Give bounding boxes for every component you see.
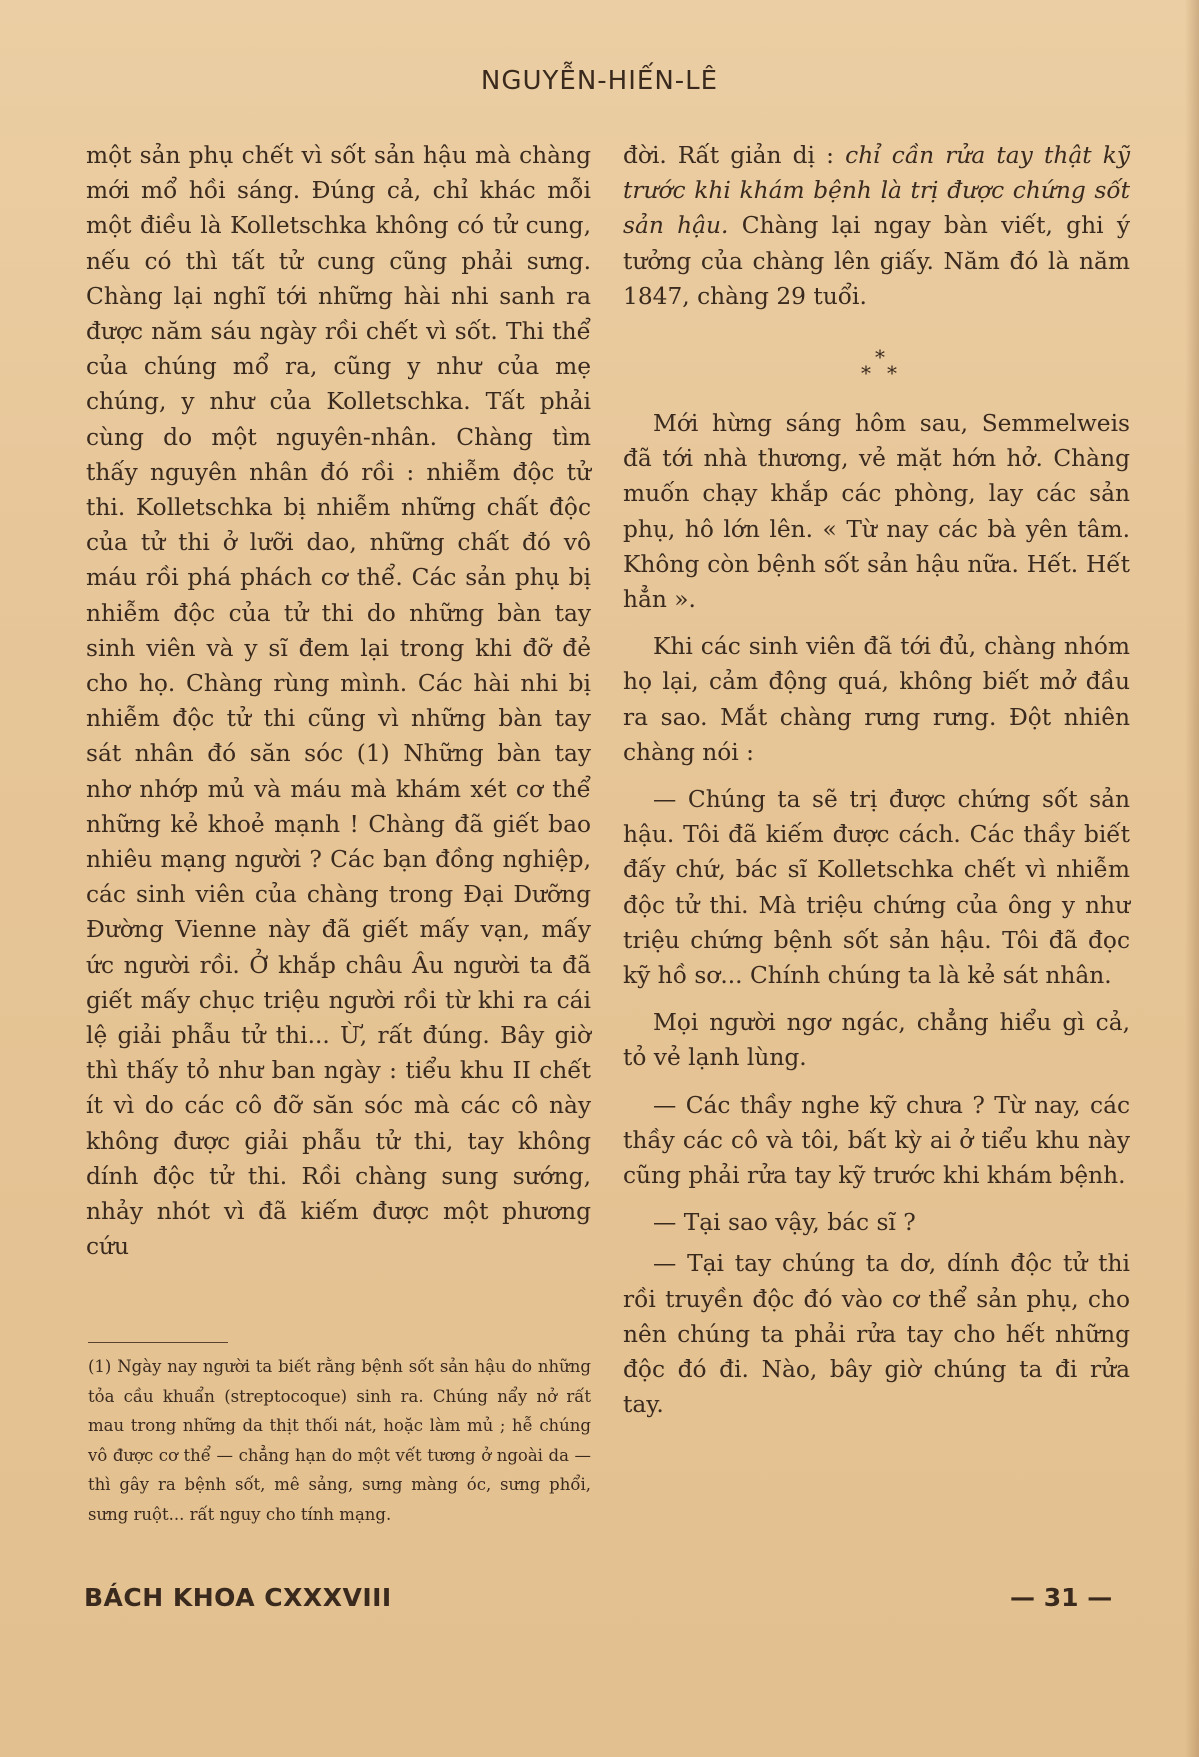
page-number: — 31 — [1010, 1583, 1113, 1612]
footnote-divider [88, 1342, 228, 1343]
left-column-text: một sản phụ chết vì sốt sản hậu mà chàng mới mổ hồi sáng. Đúng cả, chỉ khác mỗi một điều là Kolletschka không có tử cung, nếu có thì tất tử cung cũng phải sưng. Chàng lại nghĩ tới những hài nhi sanh ra được năm sáu ngày rồi chết vì sốt. Thi thể của chúng mổ ra, cũng y như của mẹ chúng, y như của Kolletschka. Tất phải cùng do một nguyên-nhân. Chàng tìm thấy nguyên nhân đó rồi : nhiễm độc tử thi. Kolletschka bị nhiễm những chất độc của tử thi ở lưỡi dao, những chất đó vô máu rồi phá phách cơ thể. Các sản phụ bị nhiễm độc của tử thi do những bàn tay sinh viên và y sĩ đem lại trong khi đỡ đẻ cho họ. Chàng rùng mình. Các hài nhi bị nhiễm độc tử thi cũng vì những bàn tay sát nhân đó săn sóc (1) Những bàn tay nhơ nhớp mủ và máu mà khám xét cơ thể những kẻ khoẻ mạnh ! Chàng đã giết bao nhiêu mạng người ? Các bạn đồng nghiệp, các sinh viên của chàng trong Đại Dưỡng Đường Vienne này đã giết mấy vạn, mấy ức người rồi. Ở khắp châu Âu người ta đã giết mấy chục triệu người rồi từ khi ra cái lệ giải phẫu tử thi... Ừ, rất đúng. Bây giờ thì thấy tỏ như ban ngày : tiểu khu II chết ít vì do các cô đỡ săn sóc mà các cô này không được giải phẫu tử thi, tay không dính độc tử thi. Rồi chàng sung sướng, nhảy nhót vì đã kiếm được một phương cứu [86, 142, 591, 1261]
right-paragraph-1 [623, 138, 1130, 314]
section-separator-asterisks [623, 326, 1130, 406]
asterisk-top: * [875, 345, 885, 370]
paragraph-1-italic: chỉ cần rửa tay thật kỹ trước khi khám bệnh là trị được chứng sốt sản hậu. [623, 142, 1130, 240]
right-paragraph-6: — Các thầy nghe kỹ chưa ? Từ nay, các thầy các cô và tôi, bất kỳ ai ở tiểu khu này cũng phải rửa tay kỹ trước khi khám bệnh. [623, 1091, 1130, 1190]
left-column [86, 138, 591, 1265]
right-paragraph-4: — Chúng ta sẽ trị được chứng sốt sản hậu. Tôi đã kiếm được cách. Các thầy biết đấy chứ, bác sĩ Kolletschka chết vì nhiễm độc tử thi. Mà triệu chứng của ông y như triệu chứng bệnh sốt sản hậu. Tôi đã đọc kỹ hồ sơ... Chính chúng ta là kẻ sát nhân. [623, 786, 1130, 990]
right-column [623, 138, 1130, 1435]
right-paragraph-2: Mới hừng sáng hôm sau, Semmelweis đã tới nhà thương, vẻ mặt hớn hở. Chàng muốn chạy khắp các phòng, lay các sản phụ, hô lớn lên. « Từ nay các bà yên tâm. Không còn bệnh sốt sản hậu nữa. Hết. Hết hẳn ». [623, 410, 1130, 614]
right-paragraph-5: Mọi người ngơ ngác, chẳng hiểu gì cả, tỏ vẻ lạnh lùng. [623, 1009, 1130, 1072]
paragraph-1-end: Chàng lại ngay bàn viết, ghi ý tưởng của chàng lên giấy. Năm đó là năm 1847, chàng 29 tuổi. [623, 212, 1130, 310]
footnote: (1) Ngày nay người ta biết rằng bệnh sốt sản hậu do những tỏa cầu khuẩn (streptocoque) sinh ra. Chúng nẩy nở rất mau trong những da thịt thối nát, hoặc làm mủ ; hễ chúng vô được cơ thể — chẳng hạn do một vết tương ở ngoài da — thì gây ra bệnh sốt, mê sảng, sưng màng óc, sưng phổi, sưng ruột... rất nguy cho tính mạng. [88, 1357, 591, 1524]
publication-title: BÁCH KHOA CXXXVIII [84, 1583, 392, 1612]
paragraph-1-start: đời. Rất giản dị : [623, 142, 846, 169]
right-paragraph-8: — Tại tay chúng ta dơ, dính độc tử thi rồi truyền độc đó vào cơ thể sản phụ, cho nên chúng ta phải rửa tay cho hết những độc đó đi. Nào, bây giờ chúng ta đi rửa tay. [623, 1250, 1130, 1419]
running-header-author: NGUYỄN-HIẾN-LÊ [480, 66, 719, 96]
asterisk-right: * [887, 361, 897, 386]
page-edge-shadow [1185, 0, 1199, 1757]
right-paragraph-7: — Tại sao vậy, bác sĩ ? [653, 1209, 916, 1237]
asterisk-left: * [861, 361, 871, 386]
right-paragraph-3: Khi các sinh viên đã tới đủ, chàng nhóm họ lại, cảm động quá, không biết mở đầu ra sao. Mắt chàng rưng rưng. Đột nhiên chàng nói : [623, 633, 1130, 766]
